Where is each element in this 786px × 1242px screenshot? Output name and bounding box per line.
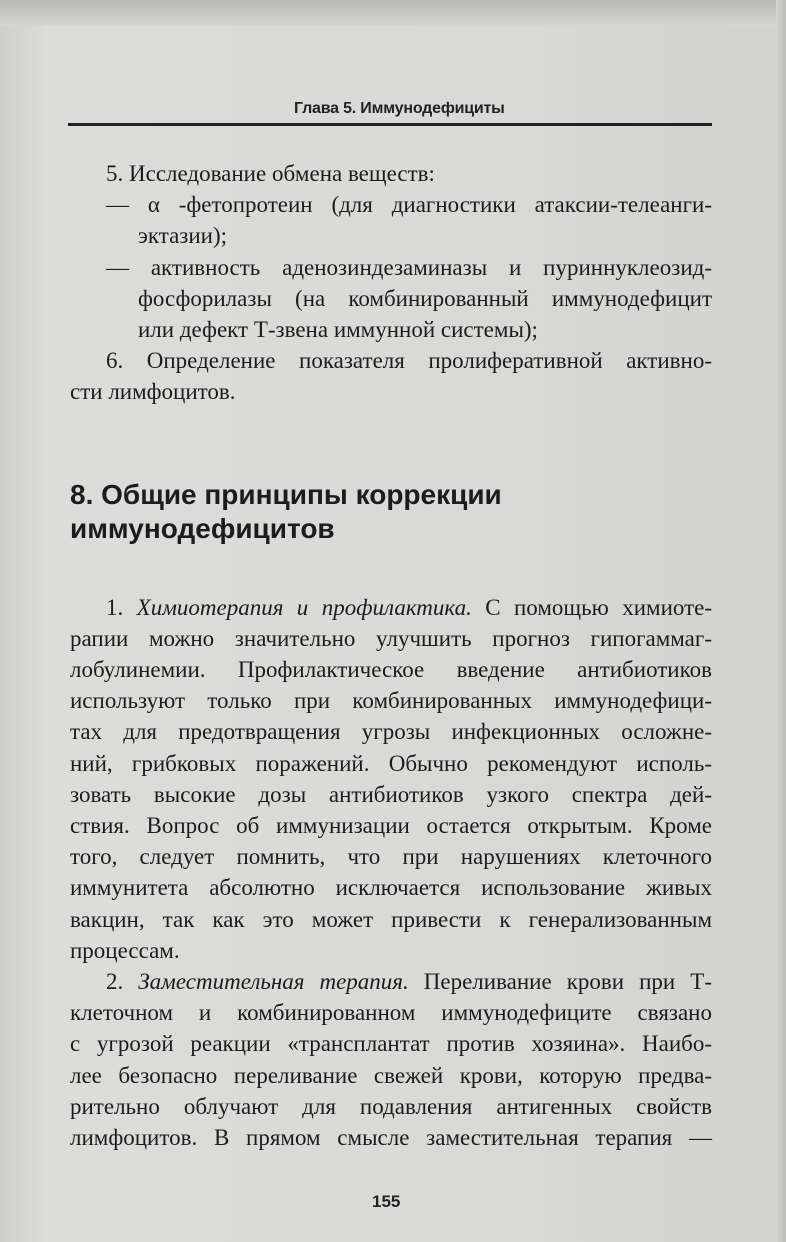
paragraph-2-number: 2.: [106, 969, 139, 995]
page-number: 155: [372, 1192, 401, 1211]
paragraph-line: зовать высокие дозы антибиотиков узкого спектра дей-: [70, 781, 712, 807]
list-item-6: 6. Определение показателя пролиферативной активно-: [106, 348, 712, 374]
paragraph-line: лобулинемии. Профилактическое введение антибиотиков: [70, 657, 712, 683]
paragraph-1-text: С помощью химиоте-: [471, 594, 712, 620]
paragraph-1-title: Химиотерапия и профилактика.: [136, 594, 472, 620]
paragraph-line: клеточном и комбинированном иммунодефиците связано: [70, 1000, 712, 1026]
bullet-adenosine-deaminase: — активность аденозиндезаминазы и пуриннуклеозид-: [106, 254, 712, 280]
paragraph-replacement-therapy: [70, 966, 712, 1153]
page-top-shadow: [0, 0, 786, 26]
paragraph-line: тах для предотвращения угрозы инфекционных осложне-: [70, 719, 712, 745]
bullet-alpha-fetoprotein-cont: эктазии);: [138, 223, 228, 249]
paragraph-2-text: Переливание крови при Т-: [408, 969, 712, 995]
paragraph-line: с угрозой реакции «трансплантат против хозяина». Наибо-: [70, 1031, 712, 1057]
paragraph-line: лее безопасно переливание свежей крови, которую предва-: [70, 1062, 712, 1088]
running-head: Глава 5. Иммунодефициты: [294, 100, 505, 117]
page-content: [70, 158, 712, 1153]
paragraph-line: рительно облучают для подавления антигенных свойств: [70, 1093, 712, 1119]
list-item-5: 5. Исследование обмена веществ:: [106, 161, 435, 186]
section-heading-line-2: иммунодефицитов: [70, 512, 335, 544]
list-item-6-cont: сти лимфоцитов.: [70, 379, 236, 405]
paragraph-line: ствия. Вопрос об иммунизации остается открытым. Кроме: [70, 813, 712, 839]
section-heading: [70, 478, 712, 546]
paragraph-last-line: процессам.: [70, 937, 180, 963]
paragraph-1-number: 1.: [106, 594, 137, 620]
bullet-adenosine-deaminase-cont2: или дефект Т-звена иммунной системы);: [138, 317, 538, 343]
paragraph-2-title: Заместительная терапия.: [138, 969, 409, 995]
header-rule: [68, 123, 712, 126]
paragraph-line: иммунитета абсолютно исключается использование живых: [70, 875, 712, 901]
paragraph-line: ний, грибковых поражений. Обычно рекомендуют исполь-: [70, 750, 712, 776]
section-heading-line-1: 8. Общие принципы коррекции: [70, 478, 502, 510]
paragraph-2-first-line: [70, 966, 712, 997]
paragraph-line: лимфоцитов. В прямом смысле заместительная терапия —: [70, 1125, 712, 1151]
paragraph-line: вакцин, так как это может привести к генерализованным: [70, 906, 712, 932]
paragraph-line: рапии можно значительно улучшить прогноз гипогаммаг-: [70, 625, 712, 651]
paragraph-line: того, следует помнить, что при нарушениях клеточного: [70, 844, 712, 870]
page-right-edge: [776, 0, 786, 1242]
paragraph-line: используют только при комбинированных иммунодефици-: [70, 688, 712, 714]
paragraph-chemotherapy: [70, 592, 712, 966]
bullet-adenosine-deaminase-cont: фосфорилазы (на комбинированный иммунодефицит: [138, 285, 712, 311]
bullet-alpha-fetoprotein: — α -фетопротеин (для диагностики атаксии-телеанги-: [106, 192, 712, 218]
paragraph-1-first-line: [70, 592, 712, 623]
